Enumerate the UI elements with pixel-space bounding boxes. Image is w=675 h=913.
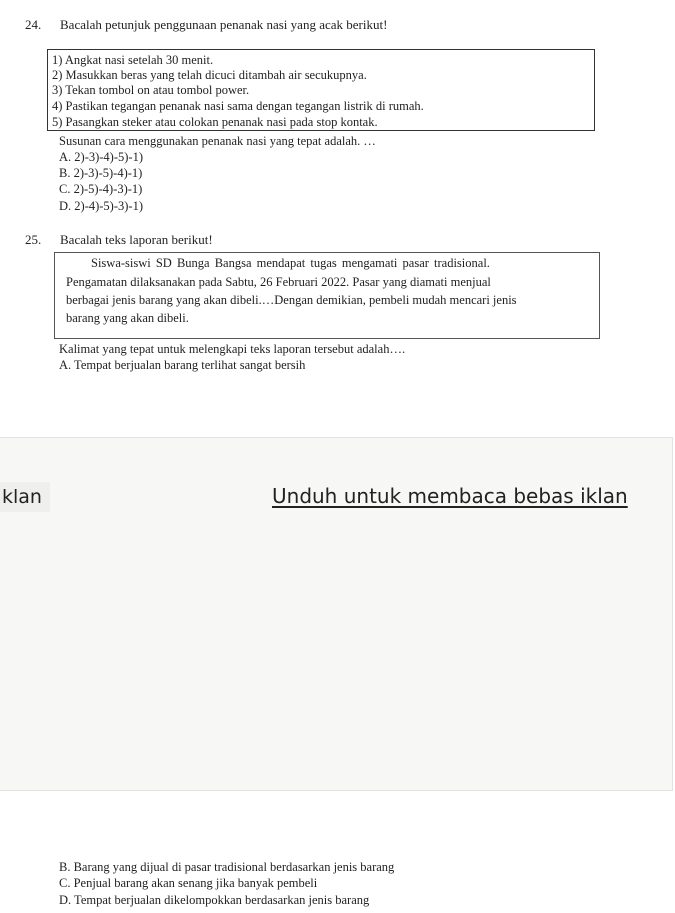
- question-25-text: Bacalah teks laporan berikut!: [60, 232, 213, 247]
- report-box: [54, 252, 600, 339]
- report-line: Siswa-siswi SD Bunga Bangsa mendapat tugas mengamati pasar tradisional.: [91, 256, 490, 270]
- question-25-prompt: Kalimat yang tepat untuk melengkapi teks laporan tersebut adalah….: [59, 342, 406, 356]
- question-24-prompt: Susunan cara menggunakan penanak nasi yang tepat adalah. …: [59, 134, 376, 148]
- option-c: C. Penjual barang akan senang jika banyak pembeli: [59, 876, 318, 890]
- step-item: 3) Tekan tombol on atau tombol power.: [52, 83, 250, 97]
- option-a: A. Tempat berjualan barang terlihat sangat bersih: [59, 358, 306, 372]
- report-line: Pengamatan dilaksanakan pada Sabtu, 26 Februari 2022. Pasar yang diamati menjual: [66, 275, 491, 289]
- option-d: D. Tempat berjualan dikelompokkan berdasarkan jenis barang: [59, 893, 370, 907]
- option-c: C. 2)-5)-4)-3)-1): [59, 182, 143, 196]
- step-item: 1) Angkat nasi setelah 30 menit.: [52, 53, 214, 67]
- option-b: B. 2)-3)-5)-4)-1): [59, 166, 143, 180]
- ad-free-download-link[interactable]: Unduh untuk membaca bebas iklan: [272, 484, 628, 508]
- step-item: 2) Masukkan beras yang telah dicuci ditambah air secukupnya.: [52, 68, 367, 82]
- report-line: berbagai jenis barang yang akan dibeli.…Dengan demikian, pembeli mudah mencari jenis: [66, 293, 517, 307]
- ad-label: klan: [0, 482, 50, 512]
- option-b: B. Barang yang dijual di pasar tradisional berdasarkan jenis barang: [59, 860, 395, 874]
- step-item: 5) Pasangkan steker atau colokan penanak nasi pada stop kontak.: [52, 115, 378, 129]
- report-line: barang yang akan dibeli.: [66, 311, 189, 325]
- step-item: 4) Pastikan tegangan penanak nasi sama dengan tegangan listrik di rumah.: [52, 99, 424, 113]
- option-a: A. 2)-3)-4)-5)-1): [59, 150, 143, 164]
- steps-box: [47, 49, 595, 131]
- question-25-number: 25.: [25, 232, 42, 247]
- question-24-text: Bacalah petunjuk penggunaan penanak nasi yang acak berikut!: [60, 17, 388, 32]
- option-d: D. 2)-4)-5)-3)-1): [59, 199, 143, 213]
- question-24-number: 24.: [25, 17, 42, 32]
